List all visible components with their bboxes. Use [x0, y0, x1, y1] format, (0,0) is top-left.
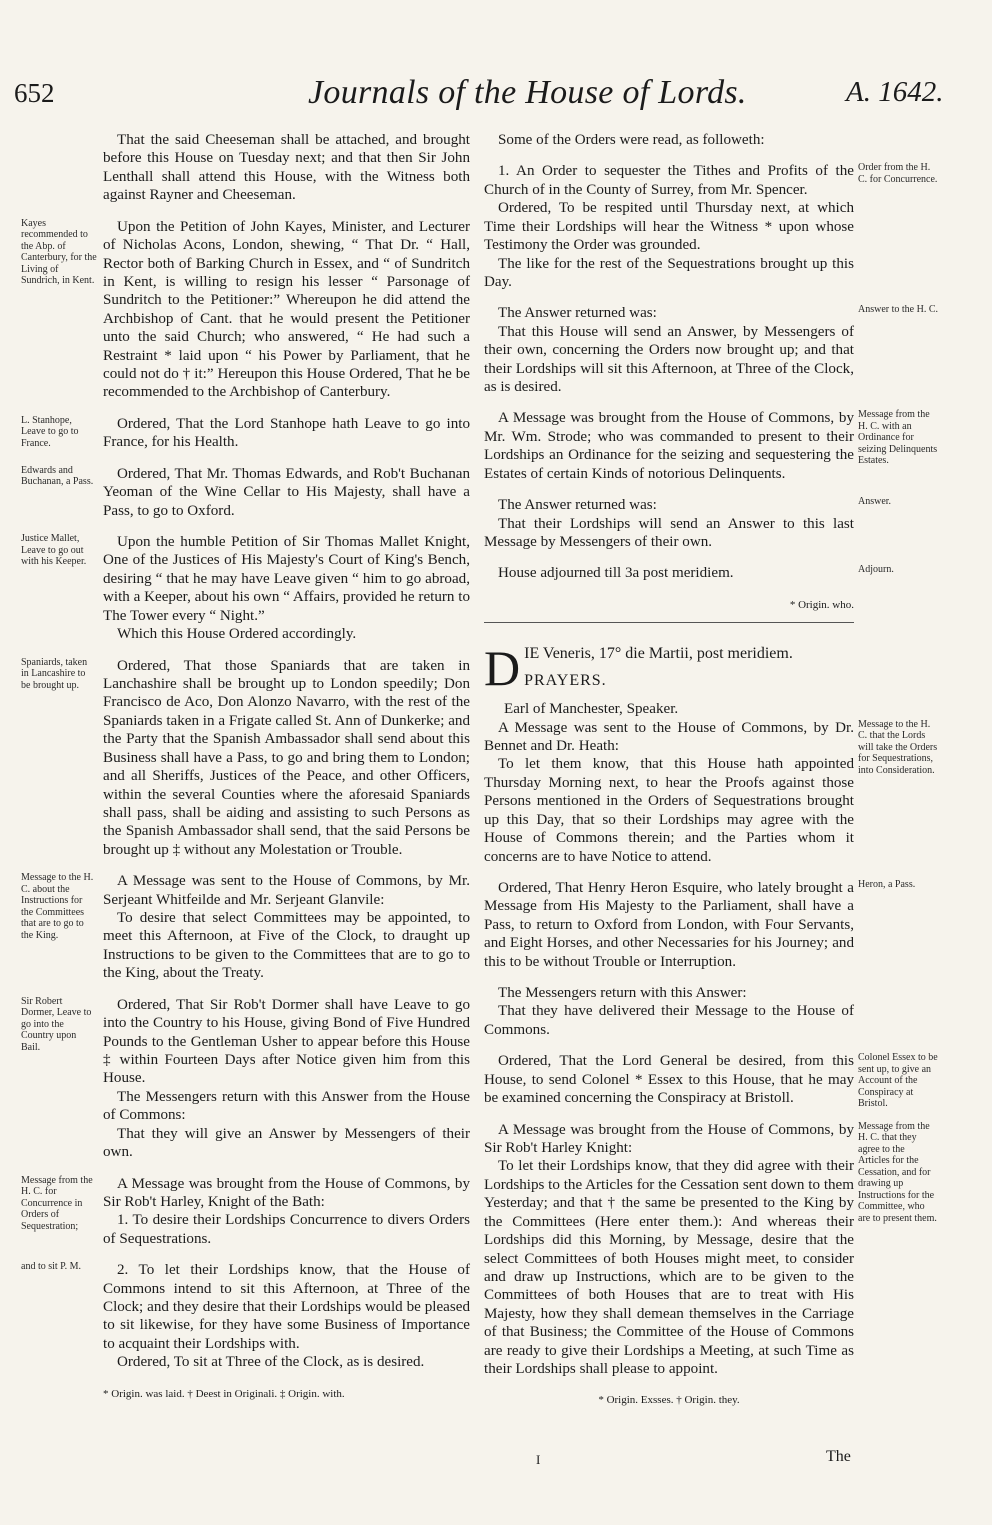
- entry-paragraph: That they have delivered their Message to the House of Commons.: [484, 1003, 854, 1038]
- left-column: [21, 131, 470, 1403]
- right-column: [484, 131, 938, 1410]
- journal-entry: [484, 1052, 938, 1110]
- entry-paragraph: The like for the rest of the Sequestrations brought up this Day.: [484, 255, 854, 290]
- right-entries-afternoon: [484, 718, 938, 1379]
- margin-note: Answer to the H. C.: [858, 304, 938, 316]
- left-footnotes: * Origin. was laid. † Deest in Originali. ‡ Origin. with.: [103, 1387, 345, 1400]
- entry-paragraph: That the said Cheeseman shall be attached, and brought before this House on Tuesday next; and that then Sir John Lenthall shall attend this House, with the Witness both against Rayner and Cheeseman.: [103, 132, 470, 204]
- margin-note: Message to the H. C. that the Lords will take the Orders for Sequestrations, into Consideration.: [858, 718, 938, 776]
- margin-note: L. Stanhope, Leave to go to France.: [21, 414, 79, 449]
- drop-cap: D: [484, 640, 521, 697]
- journal-entry: [21, 533, 470, 644]
- session-heading-text: IE Veneris, 17° die Martii, post meridiem.: [524, 645, 793, 663]
- right-footnote-a: * Origin. who.: [789, 598, 854, 611]
- journal-entry: [21, 1174, 470, 1249]
- journal-entry: [484, 984, 854, 1039]
- entry-paragraph: Ordered, That Sir Rob't Dormer shall have Leave to go into the Country to his House, giving Bond of Five Hundred Pounds to the Gentleman Usher to appear before this House ‡ within Fourteen Days after Notice given him from this House.: [103, 996, 470, 1087]
- journal-entry: [21, 464, 470, 520]
- journal-entry: [484, 304, 938, 396]
- journal-entry: [21, 995, 470, 1162]
- entry-paragraph: The Answer returned was:: [498, 305, 657, 322]
- right-footnotes: * Origin. Exsses. † Origin. they.: [598, 1394, 740, 1407]
- entry-paragraph: A Message was brought from the House of Commons, by Sir Rob't Harley, Knight of the Bath:: [103, 1175, 470, 1210]
- signature-mark: I: [536, 1452, 541, 1467]
- margin-note: Message from the H. C. for Concurrence in Orders of Sequestration;: [21, 1174, 93, 1232]
- entry-paragraph: Ordered, That the Lord Stanhope hath Leave to go into France, for his Health.: [103, 415, 470, 451]
- margin-note: Order from the H. C. for Concurrence.: [858, 162, 938, 185]
- margin-note: and to sit P. M.: [21, 1261, 82, 1273]
- journal-entry: [484, 564, 894, 582]
- speaker-line: Earl of Manchester, Speaker.: [504, 701, 679, 718]
- entry-paragraph: House adjourned till 3a post meridiem.: [498, 565, 734, 582]
- right-entries-morning: [484, 131, 938, 583]
- entry-paragraph: Ordered, To sit at Three of the Clock, as is desired.: [117, 1354, 425, 1371]
- entry-paragraph: Some of the Orders were read, as followeth:: [498, 132, 765, 148]
- entry-paragraph: A Message was sent to the House of Commons, by Mr. Serjeant Whitfeilde and Mr. Serjeant Glanvile:: [103, 873, 470, 908]
- page-number: 652: [14, 78, 55, 108]
- entry-paragraph: Upon the Petition of John Kayes, Minister, and Lecturer of Nicholas Acons, London, shewing, “ That Dr. “ Hall, Rector both of Barking Church in Essex, and “ of Sundritch in Kent, is willing to resign his lesser “ Parsonage of Sundritch to the Petitioner:” Whereupon he did attend the Archbishop of Cant. that he would present the Petitioner unto the said Church; who answered, “ He had such a Restraint * laid upon “ his Power by Parliament, that he could not do † it:” Hereupon this House Ordered, That he be recommended to the Archbishop of Canterbury.: [103, 218, 470, 401]
- running-header: [0, 72, 992, 122]
- left-entries: [21, 131, 470, 1372]
- margin-note: Sir Robert Dormer, Leave to go into the Country upon Bail.: [21, 995, 92, 1053]
- prayers-heading: PRAYERS.: [524, 671, 607, 689]
- entry-paragraph: To let them know, that this House hath appointed Thursday Morning next, to hear the Proofs against those Persons mentioned in the Orders of Sequestrations brought up this Day, that so their Lordships may agree with the House of Commons therein; and the Parties whom it concerns are to have Notice to attend.: [484, 756, 854, 865]
- entry-paragraph: Ordered, To be respited until Thursday next, at which Time their Lordships will hear the Witness * upon whose Testimony the Order was grounded.: [484, 200, 854, 254]
- margin-note: Message from the H. C. with an Ordinance for seizing Delinquents Estates.: [858, 409, 938, 467]
- margin-note: Heron, a Pass.: [858, 878, 916, 890]
- section-rule: [484, 622, 854, 623]
- entry-paragraph: A Message was brought from the House of Commons, by Mr. Wm. Strode; who was commanded to present to their Lordships an Ordinance for the seizing and sequestering the Estates of certain Kinds of notorious Delinquents.: [484, 410, 854, 482]
- year-label: A. 1642.: [846, 76, 944, 108]
- margin-note: Kayes recommended to the Abp. of Canterbury, for the Living of Sundrich, in Kent.: [21, 217, 97, 287]
- entry-paragraph: A Message was sent to the House of Commons, by Dr. Bennet and Dr. Heath:: [484, 719, 854, 754]
- entry-paragraph: The Messengers return with this Answer from the House of Commons:: [103, 1088, 470, 1124]
- running-title: Journals of the House of Lords.: [308, 74, 747, 111]
- entry-paragraph: 1. To desire their Lordships Concurrence to divers Orders of Sequestrations.: [103, 1212, 470, 1247]
- journal-entry: [21, 414, 470, 452]
- entry-paragraph: 1. An Order to sequester the Tithes and Profits of the Church of in the County of Surrey, from Mr. Spencer.: [484, 163, 854, 198]
- journal-entry: [484, 409, 938, 483]
- entry-paragraph: Ordered, That Henry Heron Esquire, who lately brought a Message from His Majesty to the Parliament, shall have a Pass, to return to Oxford from London, with Four Servants, and Eight Horses, and other Necessaries for his Journey; and this to be without Trouble or Interruption.: [484, 879, 854, 970]
- catchword: The: [826, 1448, 851, 1465]
- entry-paragraph: That they will give an Answer by Messengers of their own.: [103, 1125, 470, 1161]
- entry-paragraph: To desire that select Committees may be appointed, to meet this Afternoon, at Five of the Clock, to draught up Instructions to be given to the Committees that are to go to the King, about the Treaty.: [103, 910, 470, 982]
- entry-paragraph: The Messengers return with this Answer:: [498, 985, 747, 1002]
- entry-paragraph: Ordered, That Mr. Thomas Edwards, and Rob't Buchanan Yeoman of the Wine Cellar to His Majesty, shall have a Pass, to go to Oxford.: [103, 465, 470, 519]
- entry-paragraph: To let their Lordships know, that they did agree with their Lordships to the Articles for the Cessation sent down to them Yesterday; and that † the same be presented to the King by the Committees (Here enter them.): And whereas their Lordships did this Morning, by Message, desire that the select Committees of both Houses might meet, to consider and draw up Instructions, which are to be given to the Committees of both Houses that are to treat with His Majesty, how they shall demean themselves in the Carriage of that Business; the Committee of the House of Commons are ready to give their Lordships a Meeting, at such Time as their Lordships shall please to appoint.: [484, 1158, 854, 1378]
- margin-note: Spaniards, taken in Lancashire to be brought up.: [21, 656, 88, 691]
- margin-note: Adjourn.: [858, 564, 894, 576]
- journal-entry: [484, 162, 938, 291]
- entry-paragraph: Which this House Ordered accordingly.: [117, 626, 357, 643]
- entry-paragraph: That this House will send an Answer, by Messengers of their own, concerning the Orders now brought up; and that their Lordships will sit this Afternoon, at Three of the Clock, as is desired.: [484, 323, 854, 396]
- entry-paragraph: 2. To let their Lordships know, that the House of Commons intend to sit this Afternoon, at Three of the Clock; and they desire that their Lordships would be pleased to sit likewise, for they have some Business of Importance to acquaint their Lordships with.: [103, 1262, 470, 1352]
- margin-note: Colonel Essex to be sent up, to give an Account of the Conspiracy at Bristol.: [858, 1052, 938, 1110]
- entry-paragraph: Ordered, That the Lord General be desired, from this House, to send Colonel * Essex to this House, that he may be examined concerning the Conspiracy at Bristoll.: [484, 1053, 854, 1107]
- entry-paragraph: A Message was brought from the House of Commons, by Sir Rob't Harley Knight:: [484, 1121, 854, 1156]
- entry-paragraph: That their Lordships will send an Answer to this last Message by Messengers of their own.: [484, 515, 854, 551]
- journal-entry: [21, 656, 470, 860]
- margin-note: Message to the H. C. about the Instructions for the Committees that are to go to the King.: [21, 872, 94, 941]
- entry-paragraph: The Answer returned was:: [498, 497, 657, 514]
- entry-paragraph: Upon the humble Petition of Sir Thomas Mallet Knight, One of the Justices of His Majesty's Court of King's Bench, desiring “ that he may have Leave given “ him to go abroad, with a Keeper, about his own “ Affairs, provided he return to The Tower every “ Night.”: [103, 534, 470, 624]
- journal-entry: [484, 496, 892, 551]
- journal-entry: [21, 217, 470, 402]
- entry-paragraph: Ordered, That those Spaniards that are taken in Lanchashire shall be brought up to London speedily; Don Francisco de Aco, Don Alonzo Navarro, with the rest of the Spaniards taken in a Frigate called St. Ann of Dunkerke; and the Party that the Spanish Ambassador shall send about this Business shall have a Pass, to go and bring them to London; and all Sheriffs, Justices of the Peace, and other Officers, within the several Counties where the aforesaid Spaniards shall pass, shall be aiding and assisting to such Persons as the Spanish Ambassador shall send, that the said Persons be brought up ‡ without any Molestation or Trouble.: [103, 657, 470, 858]
- journal-entry: [484, 878, 916, 971]
- journal-entry: [103, 131, 470, 205]
- margin-note: Answer.: [858, 496, 892, 508]
- margin-note: Edwards and Buchanan, a Pass.: [21, 464, 94, 488]
- journal-entry: [484, 131, 854, 149]
- journal-entry: [21, 1261, 470, 1372]
- journal-entry: [484, 718, 938, 866]
- journal-entry: [484, 1120, 937, 1379]
- journal-entry: [21, 872, 470, 983]
- margin-note: Message from the H. C. that they agree to the Articles for the Cessation, and for drawing up Instructions for the Committee, who are to present them.: [858, 1120, 937, 1224]
- margin-note: Justice Mallet, Leave to go out with his Keeper.: [21, 533, 87, 568]
